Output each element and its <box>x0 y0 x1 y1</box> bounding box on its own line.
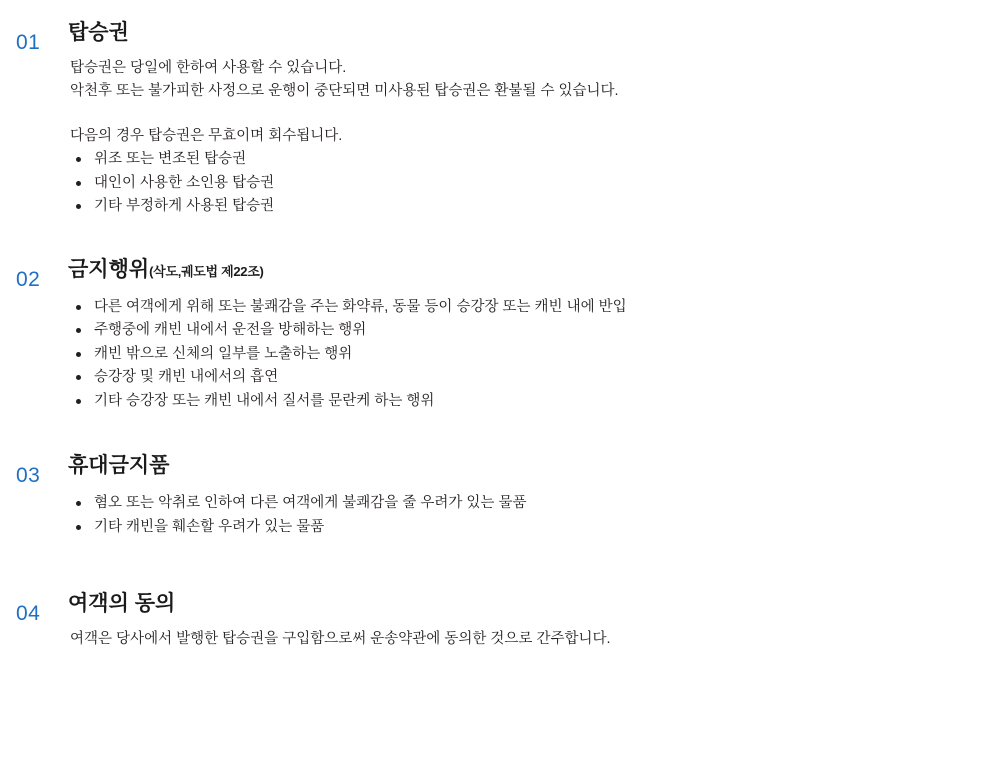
section-title-text-04: 여객의 동의 <box>68 592 176 616</box>
section-number-02: 02 <box>16 267 41 291</box>
bullet-dot-icon <box>76 181 81 186</box>
section-number-04: 04 <box>16 602 41 626</box>
list-item-label: 혐오 또는 악취로 인하여 다른 여객에게 불쾌감을 줄 우려가 있는 물품 <box>94 495 527 512</box>
list-item <box>68 390 1000 413</box>
paragraph-04-1: 여객은 당사에서 발행한 탑승권을 구입함으로써 운송약관에 동의한 것으로 간주합니다. <box>70 631 611 648</box>
bullet-dot-icon <box>76 501 81 506</box>
spacer <box>68 43 1000 57</box>
bullet-dot-icon <box>76 157 81 162</box>
section-title-04 <box>68 593 1000 614</box>
section-title-03 <box>68 455 1000 476</box>
spacer <box>68 280 1000 296</box>
list-item-label: 주행중에 캐빈 내에서 운전을 방해하는 행위 <box>94 322 367 339</box>
list-item <box>68 195 1000 218</box>
list-item-label: 기타 승강장 또는 캐빈 내에서 질서를 문란케 하는 행위 <box>94 392 435 409</box>
section-title-text-01: 탑승권 <box>68 21 129 44</box>
section-body-03 <box>52 455 1000 539</box>
list-item-label: 승강장 및 캐빈 내에서의 흡연 <box>94 369 279 386</box>
section-title-text-02: 금지행위 <box>68 257 150 281</box>
bullet-list-02 <box>68 296 1000 413</box>
section-passenger-consent <box>0 593 1000 651</box>
bullet-list-01 <box>68 148 1000 218</box>
paragraph-01-2: 악천후 또는 불가피한 사정으로 운행이 중단되면 미사용된 탑승권은 환불될 수 있습니다. <box>70 83 619 100</box>
bullet-dot-icon <box>76 352 81 357</box>
list-item <box>68 366 1000 389</box>
list-item <box>68 148 1000 171</box>
lead-in-01: 다음의 경우 탑승권은 무효이며 회수됩니다. <box>70 127 343 144</box>
section-title-02 <box>68 259 1000 280</box>
section-body-02 <box>52 259 1000 413</box>
section-title-01 <box>68 22 1000 43</box>
spacer <box>68 614 1000 628</box>
bullet-dot-icon <box>76 399 81 404</box>
section-title-text-03: 휴대금지품 <box>68 454 170 478</box>
list-item-label: 캐빈 밖으로 신체의 일부를 노출하는 행위 <box>94 345 353 362</box>
list-item <box>68 296 1000 319</box>
list-item <box>68 343 1000 366</box>
list-item <box>68 516 1000 539</box>
section-body-04 <box>52 593 1000 651</box>
list-item-label: 위조 또는 변조된 탑승권 <box>94 151 247 168</box>
spacer <box>68 476 1000 492</box>
bullet-dot-icon <box>76 328 81 333</box>
list-item <box>68 319 1000 342</box>
section-prohibited-acts <box>0 259 1000 413</box>
list-item-label: 대인이 사용한 소인용 탑승권 <box>94 174 275 191</box>
bullet-dot-icon <box>76 525 81 530</box>
paragraph-01-1: 탑승권은 당일에 한하여 사용할 수 있습니다. <box>70 60 347 76</box>
list-item-label: 기타 캐빈을 훼손할 우려가 있는 물품 <box>94 518 325 535</box>
section-number-03: 03 <box>16 464 41 488</box>
bullet-list-03 <box>68 492 1000 539</box>
list-item <box>68 492 1000 515</box>
section-title-suffix-02: (삭도,궤도법 제22조) <box>149 263 264 279</box>
list-item-label: 기타 부정하게 사용된 탑승권 <box>94 198 275 215</box>
bullet-dot-icon <box>76 375 81 380</box>
spacer <box>68 104 1000 125</box>
bullet-dot-icon <box>76 305 81 310</box>
section-number-01: 01 <box>16 31 41 54</box>
section-prohibited-items <box>0 455 1000 539</box>
section-boarding-pass <box>0 22 1000 219</box>
section-body-01 <box>52 22 1000 219</box>
list-item <box>68 172 1000 195</box>
bullet-dot-icon <box>76 204 81 209</box>
terms-document <box>0 22 1000 782</box>
list-item-label: 다른 여객에게 위해 또는 불쾌감을 주는 화약류, 동물 등이 승강장 또는 캐빈 내에 반입 <box>94 298 627 315</box>
